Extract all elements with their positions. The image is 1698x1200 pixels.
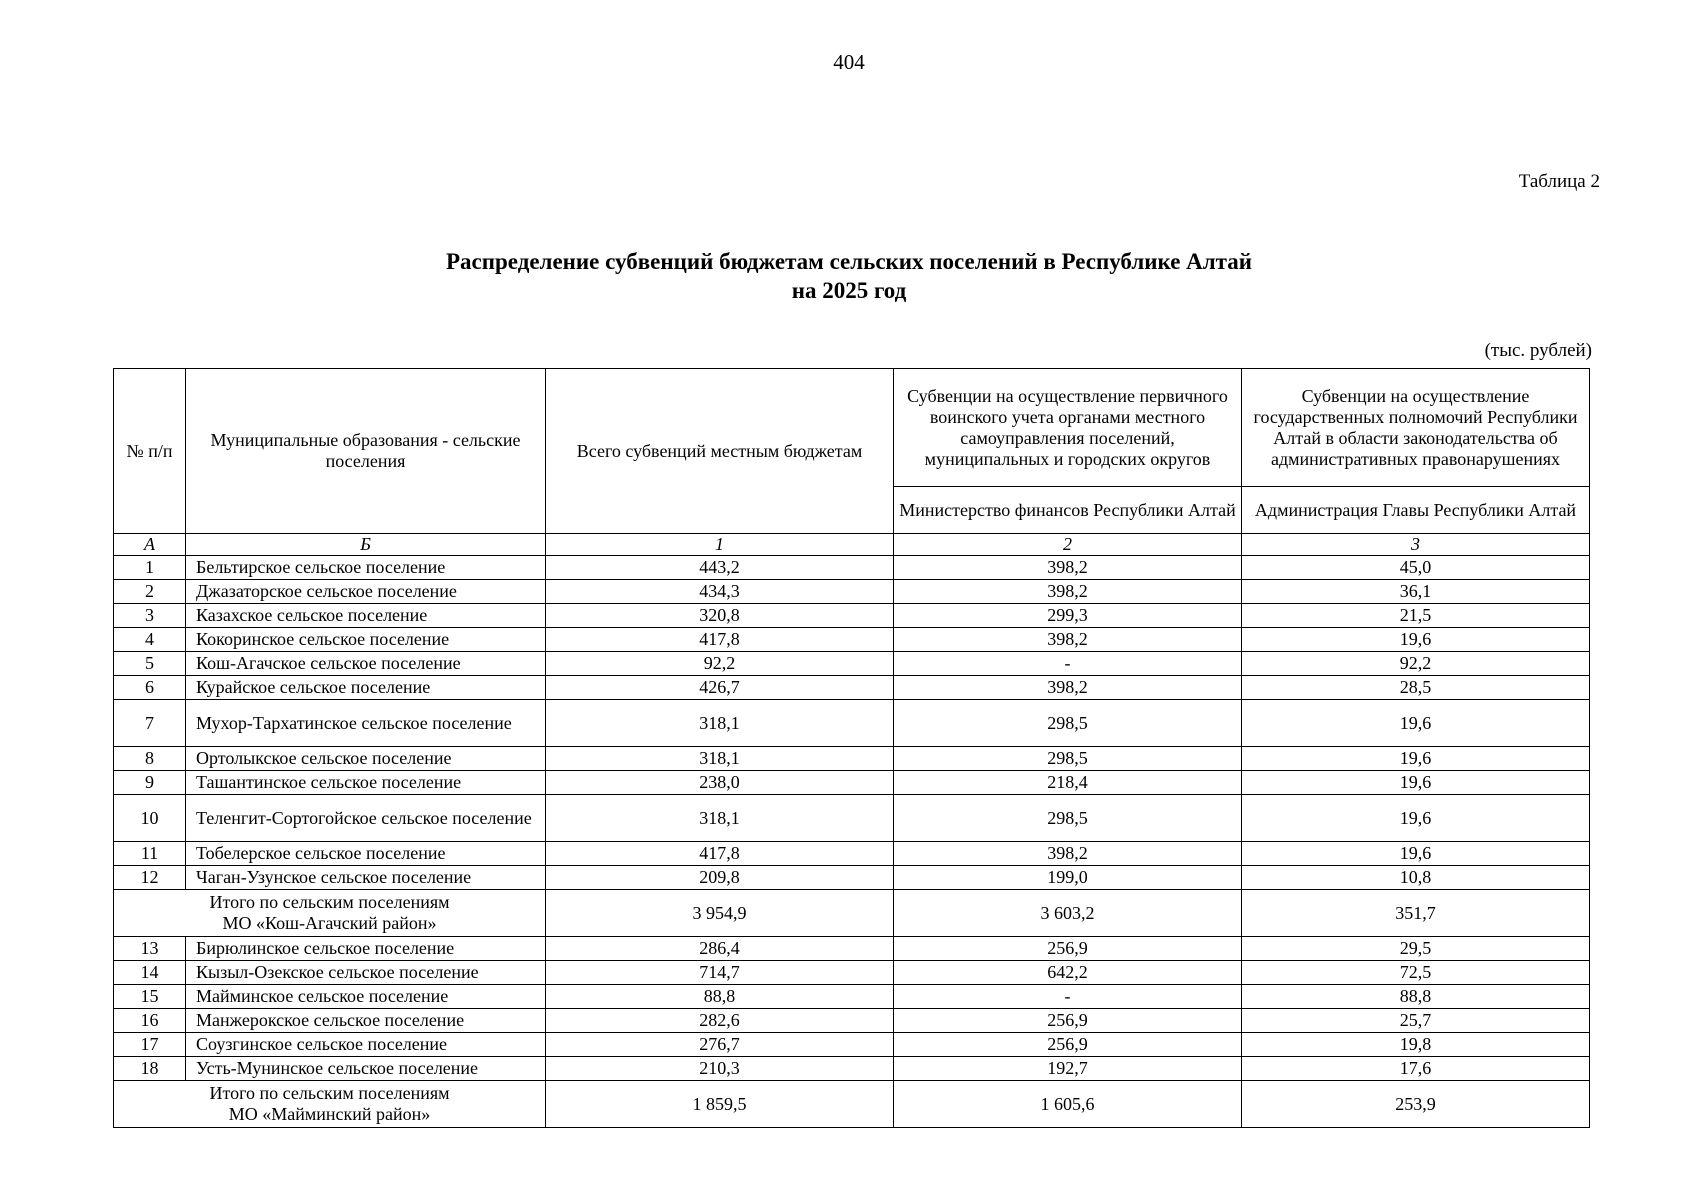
table-row: [114, 795, 1590, 842]
row-military: 398,2: [894, 628, 1242, 652]
row-name: Ташантинское сельское поселение: [186, 771, 546, 795]
row-military: 199,0: [894, 866, 1242, 890]
row-name: Бирюлинское сельское поселение: [186, 937, 546, 961]
row-total: 318,1: [546, 700, 894, 747]
row-total: 210,3: [546, 1057, 894, 1081]
row-admin: 29,5: [1242, 937, 1590, 961]
table-row: [114, 652, 1590, 676]
row-name: Бельтирское сельское поселение: [186, 556, 546, 580]
row-admin: 19,6: [1242, 842, 1590, 866]
table-row: [114, 676, 1590, 700]
row-name: Казахское сельское поселение: [186, 604, 546, 628]
row-admin: 19,6: [1242, 628, 1590, 652]
row-total: 318,1: [546, 795, 894, 842]
row-military: 298,5: [894, 747, 1242, 771]
table-row: [114, 580, 1590, 604]
row-num: 14: [114, 961, 186, 985]
row-military: 298,5: [894, 700, 1242, 747]
row-admin: 25,7: [1242, 1009, 1590, 1033]
row-name: Тобелерское сельское поселение: [186, 842, 546, 866]
table-row: [114, 866, 1590, 890]
header-ministry-finance: Министерство финансов Республики Алтай: [894, 487, 1242, 534]
subventions-table: [113, 368, 1590, 1128]
row-military: -: [894, 652, 1242, 676]
table-row: [114, 771, 1590, 795]
row-name: Кокоринское сельское поселение: [186, 628, 546, 652]
index-b: Б: [186, 534, 546, 556]
row-num: 1: [114, 556, 186, 580]
header-administration: Администрация Главы Республики Алтай: [1242, 487, 1590, 534]
title-line-2: на 2025 год: [791, 278, 907, 303]
row-admin: 19,6: [1242, 700, 1590, 747]
row-total: 417,8: [546, 628, 894, 652]
table-row: [114, 628, 1590, 652]
total-military: 1 605,6: [894, 1081, 1242, 1128]
row-military: 256,9: [894, 937, 1242, 961]
row-military: 218,4: [894, 771, 1242, 795]
row-num: 8: [114, 747, 186, 771]
row-num: 4: [114, 628, 186, 652]
total-label: [114, 1081, 546, 1128]
row-total: 426,7: [546, 676, 894, 700]
row-admin: 88,8: [1242, 985, 1590, 1009]
index-3: 3: [1242, 534, 1590, 556]
table-row: [114, 604, 1590, 628]
row-num: 6: [114, 676, 186, 700]
row-total: 92,2: [546, 652, 894, 676]
row-military: 256,9: [894, 1009, 1242, 1033]
row-num: 9: [114, 771, 186, 795]
total-military: 3 603,2: [894, 890, 1242, 937]
header-num: № п/п: [114, 369, 186, 534]
row-name: Чаган-Узунское сельское поселение: [186, 866, 546, 890]
row-admin: 19,6: [1242, 771, 1590, 795]
table-row: [114, 842, 1590, 866]
row-admin: 17,6: [1242, 1057, 1590, 1081]
total-row: [114, 1081, 1590, 1128]
row-total: 209,8: [546, 866, 894, 890]
row-admin: 19,6: [1242, 795, 1590, 842]
row-name: Курайское сельское поселение: [186, 676, 546, 700]
table-row: [114, 1057, 1590, 1081]
total-label-line-1: Итого по сельским поселениям: [209, 1083, 450, 1103]
row-military: 642,2: [894, 961, 1242, 985]
row-num: 12: [114, 866, 186, 890]
page-number: 404: [833, 50, 865, 74]
index-2: 2: [894, 534, 1242, 556]
row-name: Усть-Мунинское сельское поселение: [186, 1057, 546, 1081]
row-admin: 92,2: [1242, 652, 1590, 676]
title-line-1: Распределение субвенций бюджетам сельских поселений в Республике Алтай: [445, 249, 1252, 274]
row-admin: 19,8: [1242, 1033, 1590, 1057]
row-admin: 36,1: [1242, 580, 1590, 604]
row-num: 13: [114, 937, 186, 961]
row-total: 88,8: [546, 985, 894, 1009]
table-row: [114, 985, 1590, 1009]
row-num: 18: [114, 1057, 186, 1081]
header-military-registration: Субвенции на осуществление первичного воинского учета органами местного самоуправления поселений, муниципальных и городских округов: [894, 369, 1242, 487]
row-name: Джазаторское сельское поселение: [186, 580, 546, 604]
row-military: -: [894, 985, 1242, 1009]
row-military: 398,2: [894, 842, 1242, 866]
document-title: [0, 247, 1698, 305]
row-name: Кош-Агачское сельское поселение: [186, 652, 546, 676]
row-admin: 28,5: [1242, 676, 1590, 700]
row-total: 318,1: [546, 747, 894, 771]
index-a: А: [114, 534, 186, 556]
units-note: (тыс. рублей): [1484, 340, 1592, 361]
row-num: 3: [114, 604, 186, 628]
table-row: [114, 937, 1590, 961]
table-row: [114, 1033, 1590, 1057]
table-row: [114, 556, 1590, 580]
row-name: Кызыл-Озекское сельское поселение: [186, 961, 546, 985]
row-num: 5: [114, 652, 186, 676]
row-admin: 19,6: [1242, 747, 1590, 771]
header-total: Всего субвенций местным бюджетам: [546, 369, 894, 534]
row-military: 192,7: [894, 1057, 1242, 1081]
row-name: Мухор-Тархатинское сельское поселение: [186, 700, 546, 747]
row-military: 398,2: [894, 580, 1242, 604]
row-name: Соузгинское сельское поселение: [186, 1033, 546, 1057]
row-military: 398,2: [894, 676, 1242, 700]
row-total: 286,4: [546, 937, 894, 961]
table-row: [114, 700, 1590, 747]
table-row: [114, 961, 1590, 985]
row-num: 17: [114, 1033, 186, 1057]
row-total: 320,8: [546, 604, 894, 628]
row-total: 714,7: [546, 961, 894, 985]
row-num: 16: [114, 1009, 186, 1033]
row-military: 398,2: [894, 556, 1242, 580]
total-sum: 1 859,5: [546, 1081, 894, 1128]
table-row: [114, 1009, 1590, 1033]
row-num: 7: [114, 700, 186, 747]
total-label-line-2: МО «Кош-Агачский район»: [222, 913, 437, 933]
row-num: 11: [114, 842, 186, 866]
total-admin: 253,9: [1242, 1081, 1590, 1128]
header-administrative-offenses: Субвенции на осуществление государственных полномочий Республики Алтай в области законодательства об административных правонарушениях: [1242, 369, 1590, 487]
header-municipality: Муниципальные образования - сельские поселения: [186, 369, 546, 534]
row-military: 298,5: [894, 795, 1242, 842]
row-num: 15: [114, 985, 186, 1009]
total-sum: 3 954,9: [546, 890, 894, 937]
row-num: 10: [114, 795, 186, 842]
row-num: 2: [114, 580, 186, 604]
row-total: 434,3: [546, 580, 894, 604]
total-admin: 351,7: [1242, 890, 1590, 937]
row-name: Теленгит-Сортогойское сельское поселение: [186, 795, 546, 842]
row-name: Манжерокское сельское поселение: [186, 1009, 546, 1033]
row-military: 299,3: [894, 604, 1242, 628]
row-name: Ортолыкское сельское поселение: [186, 747, 546, 771]
total-label-line-2: МО «Майминский район»: [228, 1104, 431, 1124]
table-label: Таблица 2: [1518, 171, 1600, 192]
row-total: 238,0: [546, 771, 894, 795]
total-label-line-1: Итого по сельским поселениям: [209, 892, 450, 912]
row-admin: 45,0: [1242, 556, 1590, 580]
row-admin: 10,8: [1242, 866, 1590, 890]
table-row: [114, 747, 1590, 771]
row-admin: 21,5: [1242, 604, 1590, 628]
row-total: 276,7: [546, 1033, 894, 1057]
row-military: 256,9: [894, 1033, 1242, 1057]
row-admin: 72,5: [1242, 961, 1590, 985]
total-label: [114, 890, 546, 937]
index-1: 1: [546, 534, 894, 556]
row-name: Майминское сельское поселение: [186, 985, 546, 1009]
row-total: 282,6: [546, 1009, 894, 1033]
total-row: [114, 890, 1590, 937]
row-total: 417,8: [546, 842, 894, 866]
row-total: 443,2: [546, 556, 894, 580]
